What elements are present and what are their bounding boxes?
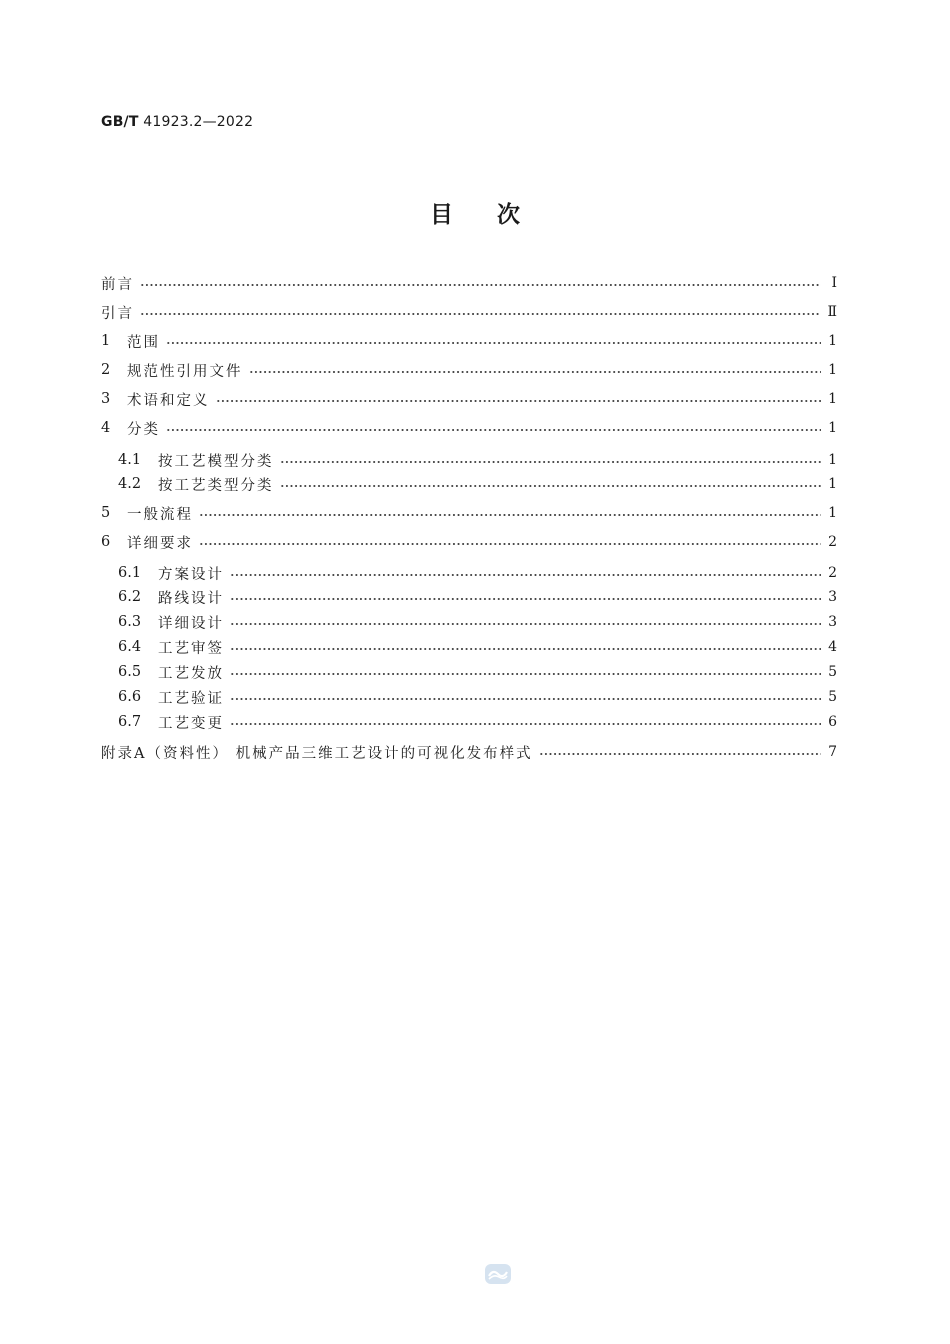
toc-entry-page: 2 [828, 565, 837, 581]
toc-entry-number: 6.7 [118, 714, 142, 730]
toc-leader-dots [166, 423, 821, 437]
toc-leader-dots [199, 508, 821, 522]
toc-entry[interactable] [118, 709, 837, 735]
toc-entry-page: 1 [828, 505, 837, 521]
toc-entry-number: 5 [101, 505, 111, 521]
toc-entry-label: 工艺变更 [158, 715, 224, 732]
toc-leader-dots [230, 592, 821, 606]
toc-entry[interactable] [101, 357, 837, 383]
toc-entry-page: Ⅰ [831, 275, 837, 291]
toc-entry[interactable] [101, 529, 837, 555]
toc-entry-label: 路线设计 [158, 590, 224, 607]
toc-entry[interactable] [118, 659, 837, 685]
toc-entry[interactable] [118, 634, 837, 660]
toc-entry-number: 6.6 [118, 689, 142, 705]
toc-entry-number: 1 [101, 333, 111, 349]
toc-entry-page: 6 [828, 714, 837, 730]
toc-entry[interactable] [101, 328, 837, 354]
toc-entry[interactable] [101, 415, 837, 441]
toc-entry-label: 工艺发放 [158, 665, 224, 682]
toc-entry-label: 按工艺模型分类 [158, 453, 274, 470]
toc-entry-page: 5 [828, 664, 837, 680]
toc-entry-label: 工艺审签 [158, 640, 224, 657]
toc-entry-label: 详细要求 [127, 535, 193, 552]
toc-leader-dots [230, 717, 821, 731]
toc-entry-label: 范围 [127, 334, 160, 351]
toc-entry-number: 6.4 [118, 639, 142, 655]
toc-entry[interactable] [101, 386, 837, 412]
toc-entry-page: 4 [828, 639, 837, 655]
toc-entry-label: 一般流程 [127, 506, 193, 523]
toc-leader-dots [249, 365, 822, 379]
toc-leader-dots [280, 455, 822, 469]
toc-entry-number: 4 [101, 420, 111, 436]
toc-entry-page: 1 [828, 476, 837, 492]
toc-entry-label: 前言 [101, 276, 134, 293]
toc-entry-page: 1 [828, 333, 837, 349]
toc-leader-dots [230, 642, 821, 656]
toc-leader-dots [216, 394, 822, 408]
toc-leader-dots [539, 747, 821, 761]
toc-entry-page: 1 [828, 452, 837, 468]
sac-logo-icon [484, 1263, 512, 1285]
toc-entry-page: 5 [828, 689, 837, 705]
toc-entry-label: 详细设计 [158, 615, 224, 632]
toc-entry-page: 3 [828, 614, 837, 630]
toc-entry[interactable] [101, 739, 837, 765]
toc-entry[interactable] [118, 447, 837, 473]
toc-entry-page: 1 [828, 420, 837, 436]
toc-entry-number: 4.1 [118, 452, 142, 468]
toc-entry-page: Ⅱ [827, 304, 837, 320]
toc-entry-label: 按工艺类型分类 [158, 477, 274, 494]
toc-entry[interactable] [118, 609, 837, 635]
toc-entry-number: 6.3 [118, 614, 142, 630]
toc-entry-number: 6.2 [118, 589, 142, 605]
standard-code [101, 114, 253, 130]
toc-entry-label: 工艺验证 [158, 690, 224, 707]
toc-leader-dots [230, 568, 821, 582]
toc-entry-label: 术语和定义 [127, 392, 210, 409]
standard-prefix: GB/T [101, 114, 139, 130]
toc-entry-number: 6 [101, 534, 111, 550]
toc-leader-dots [230, 667, 821, 681]
toc-leader-dots [166, 336, 821, 350]
toc-entry-number: 4.2 [118, 476, 142, 492]
toc-title [0, 196, 950, 229]
toc-entry-label: 规范性引用文件 [127, 363, 243, 380]
toc-entry-label: 附录A（资料性） 机械产品三维工艺设计的可视化发布样式 [101, 745, 533, 762]
toc-entry-page: 2 [828, 534, 837, 550]
toc-entry[interactable] [118, 684, 837, 710]
toc-leader-dots [230, 692, 821, 706]
toc-entry[interactable] [118, 471, 837, 497]
toc-entry-page: 1 [828, 362, 837, 378]
toc-leader-dots [230, 617, 821, 631]
toc-entry-number: 6.1 [118, 565, 142, 581]
toc-leader-dots [140, 278, 821, 292]
toc-entry-number: 3 [101, 391, 111, 407]
toc-leader-dots [140, 307, 821, 321]
toc-entry[interactable] [118, 584, 837, 610]
toc-entry[interactable] [101, 500, 837, 526]
toc-entry-page: 3 [828, 589, 837, 605]
toc-entry[interactable] [101, 299, 837, 325]
standard-number: 41923.2—2022 [143, 114, 254, 130]
toc-entry-label: 分类 [127, 421, 160, 438]
toc-entry-number: 6.5 [118, 664, 142, 680]
toc-entry-page: 7 [828, 744, 837, 760]
toc-entry-label: 引言 [101, 305, 134, 322]
toc-entry-number: 2 [101, 362, 111, 378]
toc-title-char-2: 次 [497, 202, 520, 228]
toc-leader-dots [199, 537, 821, 551]
toc-entry[interactable] [118, 560, 837, 586]
toc-entry-label: 方案设计 [158, 566, 224, 583]
toc-entry[interactable] [101, 270, 837, 296]
toc-leader-dots [280, 479, 822, 493]
toc-title-char-1: 目 [430, 202, 453, 228]
toc-entry-page: 1 [828, 391, 837, 407]
